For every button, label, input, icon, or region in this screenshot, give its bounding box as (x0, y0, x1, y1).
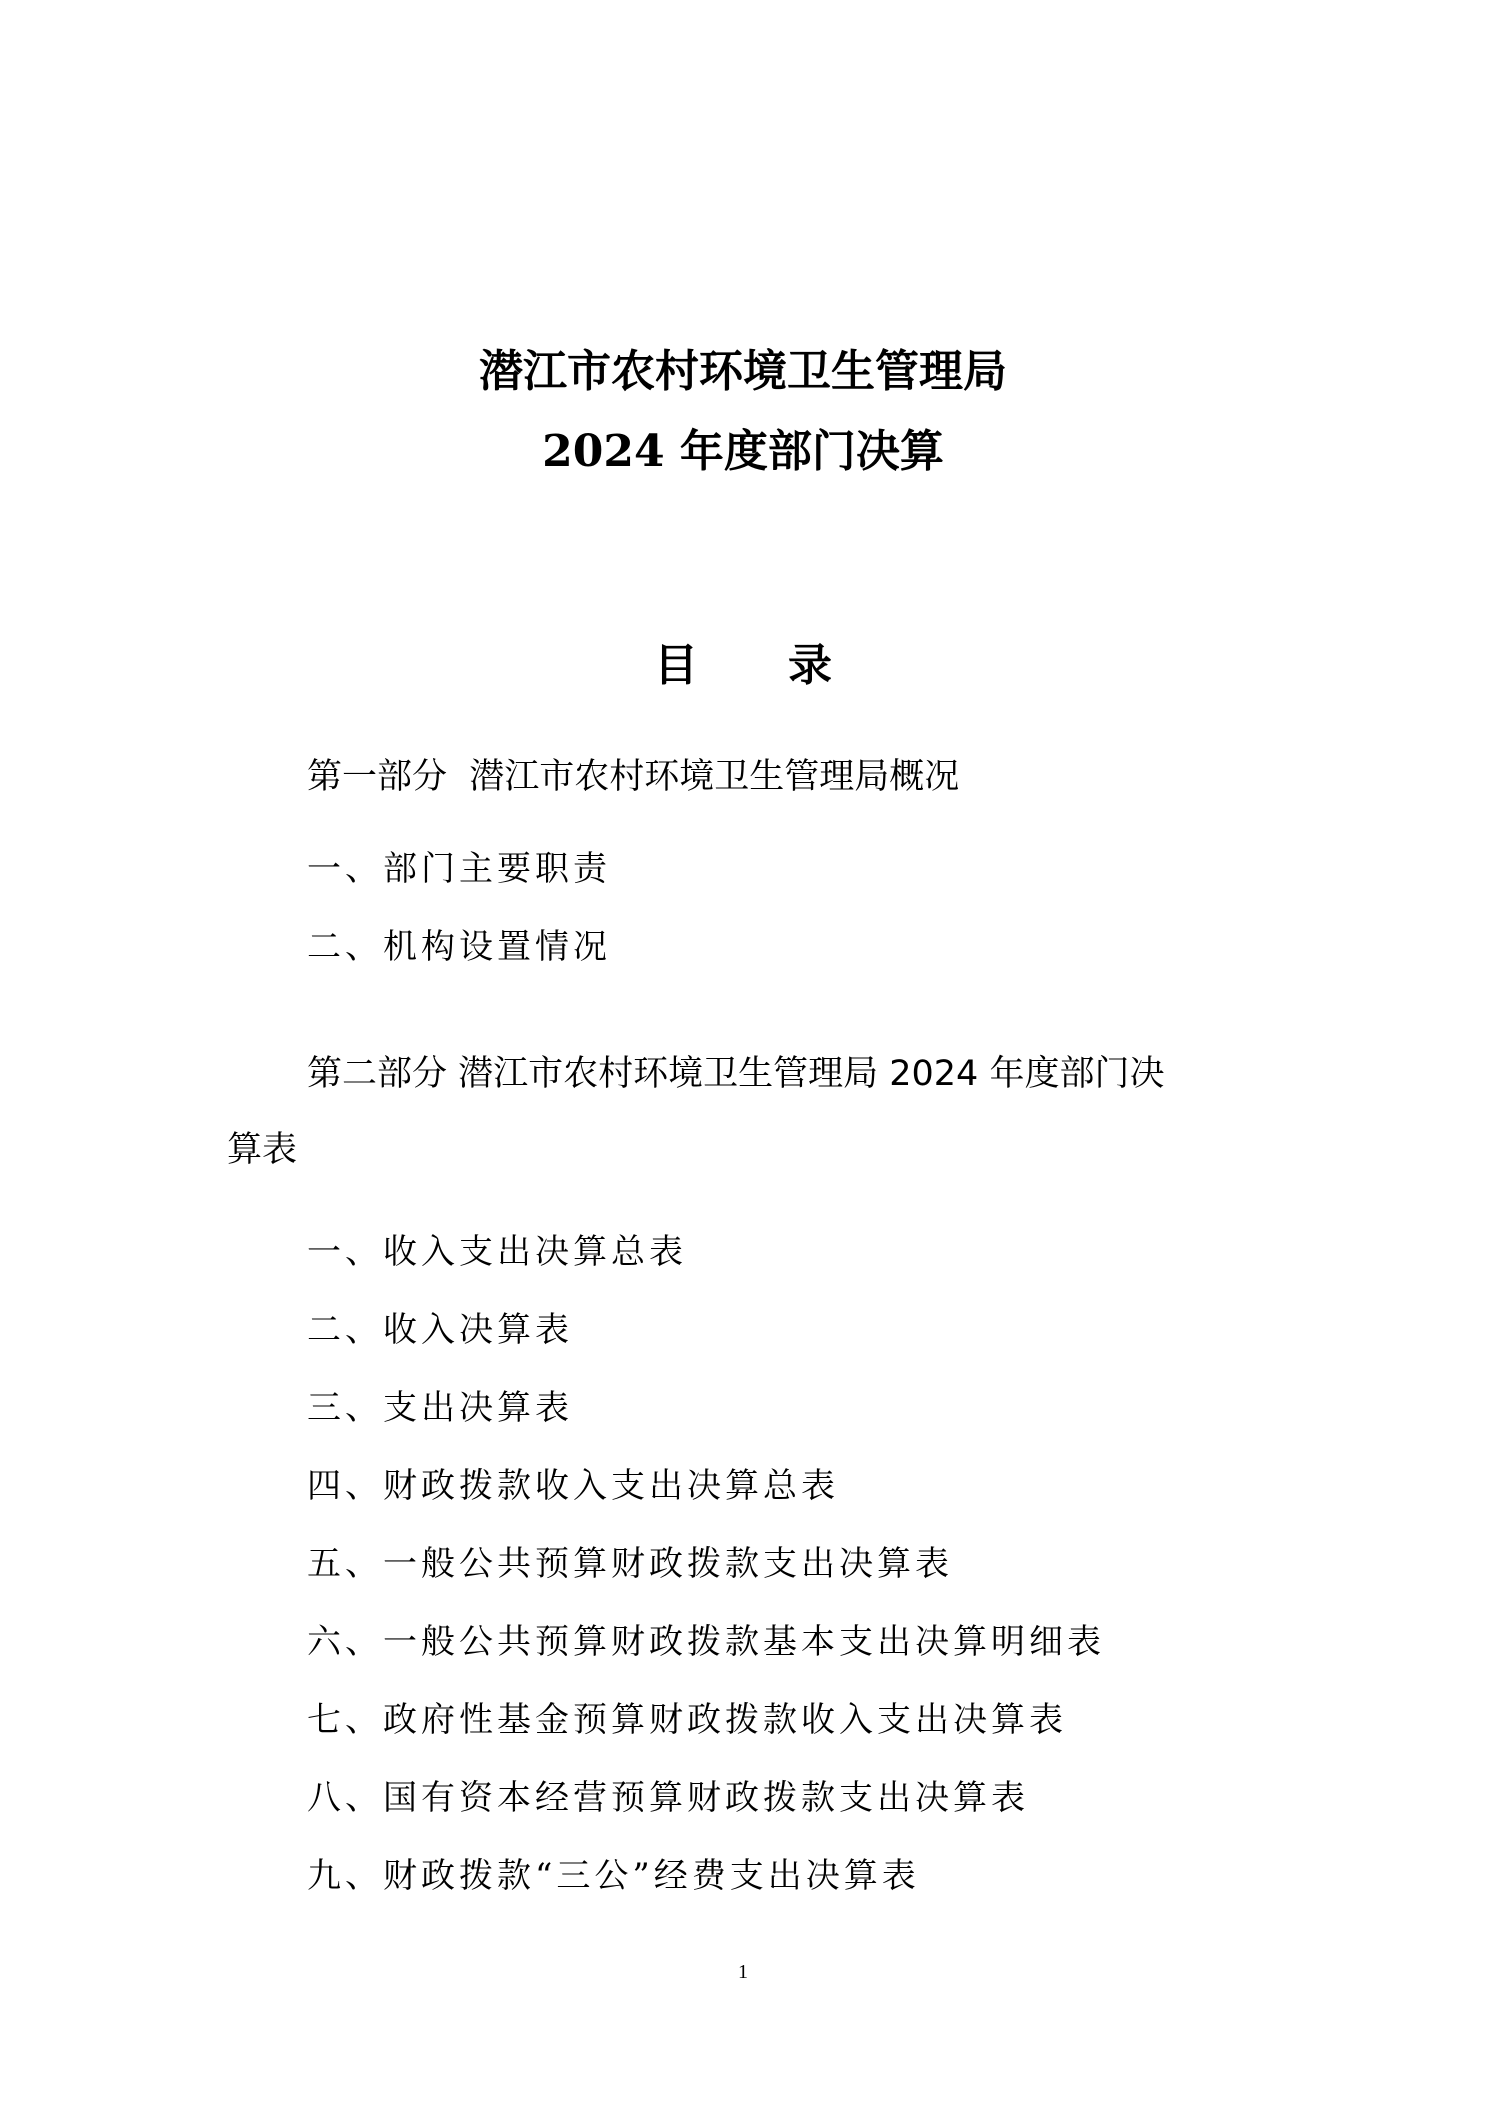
toc-item: 二、收入决算表 (307, 1310, 573, 1350)
toc-item: 六、一般公共预算财政拨款基本支出决算明细表 (307, 1622, 1105, 1662)
part-two-heading-line-2: 算表 (227, 1130, 298, 1170)
part-two-heading-line-1: 第二部分 潜江市农村环境卫生管理局 2024 年度部门决 (307, 1054, 1165, 1094)
toc-heading-left: 目 (654, 640, 698, 691)
toc-item: 五、一般公共预算财政拨款支出决算表 (307, 1544, 953, 1584)
page-number: 1 (738, 1961, 748, 1983)
toc-item: 四、财政拨款收入支出决算总表 (307, 1466, 839, 1506)
toc-item: 八、国有资本经营预算财政拨款支出决算表 (307, 1778, 1029, 1818)
toc-item: 一、部门主要职责 (307, 849, 611, 889)
part-one-title: 潜江市农村环境卫生管理局概况 (469, 757, 960, 797)
toc-item: 二、机构设置情况 (307, 927, 611, 967)
toc-item: 七、政府性基金预算财政拨款收入支出决算表 (307, 1700, 1067, 1740)
toc-item: 一、收入支出决算总表 (307, 1232, 687, 1272)
document-title-line-1: 潜江市农村环境卫生管理局 (479, 346, 1007, 397)
toc-item: 九、财政拨款“三公”经费支出决算表 (307, 1856, 920, 1896)
part-one-label: 第一部分 (307, 757, 448, 797)
part-one-heading (307, 755, 959, 799)
toc-item: 三、支出决算表 (307, 1388, 573, 1428)
table-of-contents-heading (0, 638, 1486, 694)
document-title-line-2: 2024 年度部门决算 (542, 426, 944, 477)
toc-heading-right: 录 (788, 640, 832, 691)
